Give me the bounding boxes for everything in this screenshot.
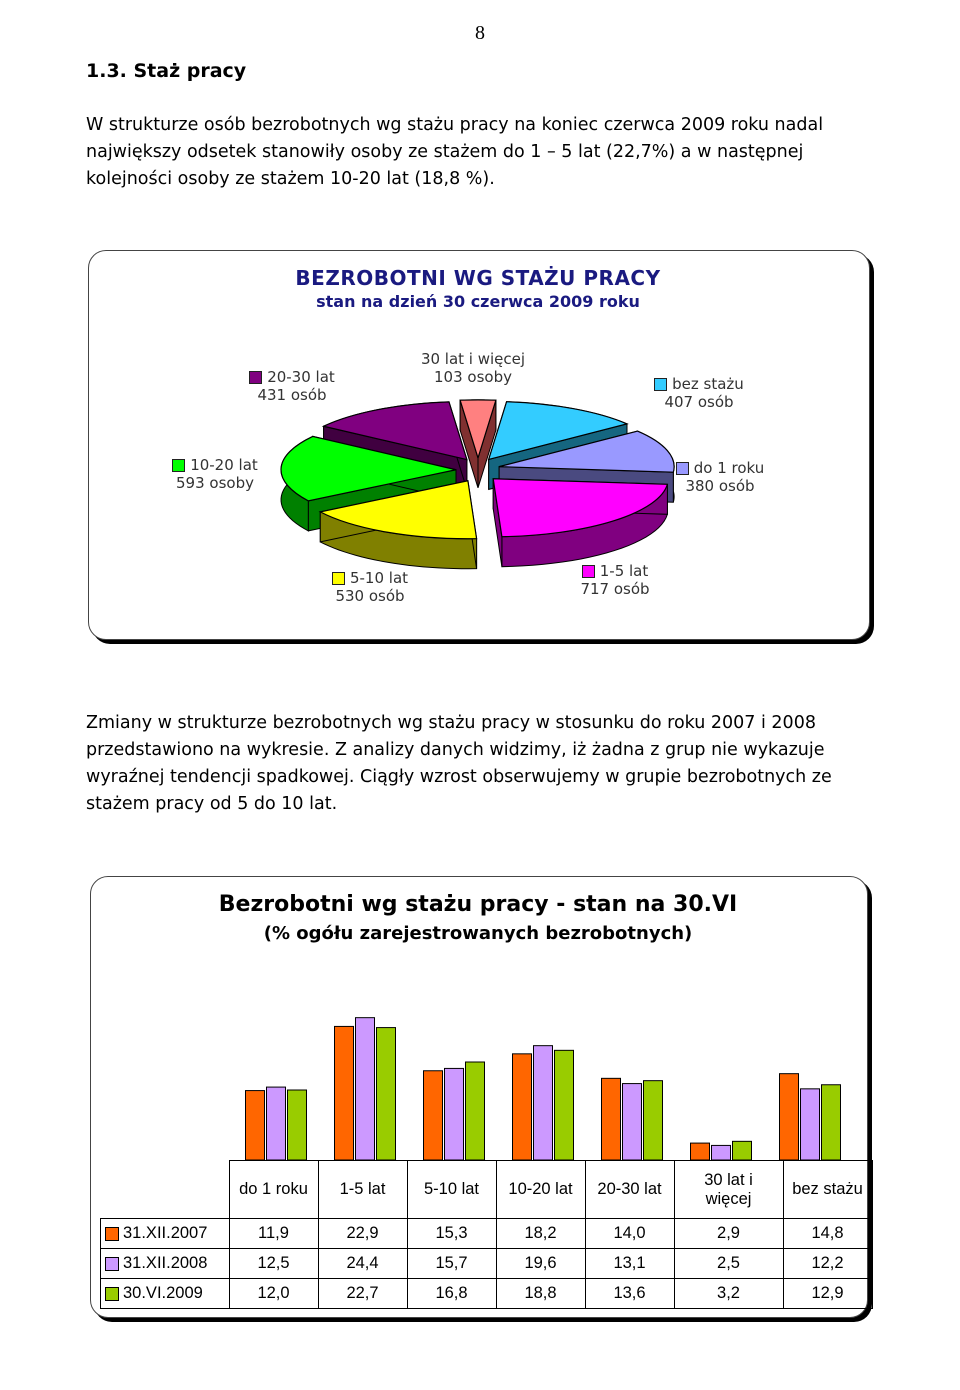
table-cell: 19,6 xyxy=(496,1249,585,1279)
legend-swatch xyxy=(105,1287,119,1301)
table-cell: 2,9 xyxy=(674,1219,783,1249)
bar-3 xyxy=(822,1085,841,1160)
bar-chart-subtitle: (% ogółu zarejestrowanych bezrobotnych) xyxy=(263,923,693,944)
table-header-cell: 5-10 lat xyxy=(407,1161,496,1219)
pie-label-30plus: 30 lat i więcej 103 osoby xyxy=(420,350,526,386)
table-cell: 22,9 xyxy=(318,1219,407,1249)
table-cell: 11,9 xyxy=(229,1219,318,1249)
table-header-cell: 10-20 lat xyxy=(496,1161,585,1219)
table-cell: 18,2 xyxy=(496,1219,585,1249)
table-cell: 15,3 xyxy=(407,1219,496,1249)
bar-3 xyxy=(288,1090,307,1160)
bar-1 xyxy=(602,1078,621,1160)
bar-2 xyxy=(534,1046,553,1160)
table-cell: 18,8 xyxy=(496,1279,585,1309)
table-header-row xyxy=(101,1161,873,1219)
bar-3 xyxy=(555,1050,574,1160)
pie-chart-title: BEZROBOTNI WG STAŻU PRACY xyxy=(295,266,661,290)
pie-label-5-10: 5-10 lat 530 osób xyxy=(305,569,435,605)
bar-chart-data-table xyxy=(100,1160,873,1309)
bar-1 xyxy=(335,1026,354,1160)
table-row xyxy=(101,1249,873,1279)
bar-1 xyxy=(691,1143,710,1160)
table-cell: 22,7 xyxy=(318,1279,407,1309)
table-cell: 14,8 xyxy=(783,1219,872,1249)
table-header-cell: 20-30 lat xyxy=(585,1161,674,1219)
pie-chart-subtitle: stan na dzień 30 czerwca 2009 roku xyxy=(316,292,640,311)
legend-entry: 31.XII.2007 xyxy=(101,1219,230,1249)
table-cell: 24,4 xyxy=(318,1249,407,1279)
table-header-cell: bez stażu xyxy=(783,1161,872,1219)
table-row xyxy=(101,1219,873,1249)
bar-3 xyxy=(733,1141,752,1160)
table-cell: 15,7 xyxy=(407,1249,496,1279)
table-cell: 3,2 xyxy=(674,1279,783,1309)
paragraph-intro: W strukturze osób bezrobotnych wg stażu pracy na koniec czerwca 2009 roku nadal największy odsetek stanowiły osoby ze stażem do 1 – 5 lat (22,7%) a w następnej kolejności osoby ze stażem 10-20 lat (18,8 %). xyxy=(86,115,824,189)
table-cell: 2,5 xyxy=(674,1249,783,1279)
section-heading: 1.3. Staż pracy xyxy=(86,60,247,82)
table-header-cell: 1-5 lat xyxy=(318,1161,407,1219)
legend-swatch xyxy=(105,1227,119,1241)
table-row xyxy=(101,1279,873,1309)
bar-2 xyxy=(801,1089,820,1160)
legend-swatch xyxy=(105,1257,119,1271)
table-header-cell: do 1 roku xyxy=(229,1161,318,1219)
table-cell: 12,9 xyxy=(783,1279,872,1309)
table-cell: 13,6 xyxy=(585,1279,674,1309)
table-corner xyxy=(101,1161,230,1219)
pie-label-20-30: 20-30 lat 431 osób xyxy=(232,368,352,404)
legend-entry: 30.VI.2009 xyxy=(101,1279,230,1309)
bar-2 xyxy=(356,1018,375,1160)
pie-label-bez-stazu: bez stażu 407 osób xyxy=(634,375,764,411)
pie-label-1-5: 1-5 lat 717 osób xyxy=(580,562,650,598)
bar-1 xyxy=(513,1054,532,1160)
table-cell: 12,0 xyxy=(229,1279,318,1309)
table-cell: 16,8 xyxy=(407,1279,496,1309)
table-cell: 13,1 xyxy=(585,1249,674,1279)
table-cell: 14,0 xyxy=(585,1219,674,1249)
table-cell: 12,5 xyxy=(229,1249,318,1279)
page-number: 8 xyxy=(475,22,485,44)
bar-1 xyxy=(424,1071,443,1160)
legend-entry: 31.XII.2008 xyxy=(101,1249,230,1279)
bar-chart-title: Bezrobotni wg stażu pracy - stan na 30.VI xyxy=(218,892,738,917)
bar-2 xyxy=(712,1145,731,1160)
bar-3 xyxy=(466,1062,485,1160)
pie-label-10-20: 10-20 lat 593 osoby xyxy=(150,456,280,492)
bar-1 xyxy=(780,1074,799,1160)
bar-3 xyxy=(377,1028,396,1160)
bar-2 xyxy=(445,1068,464,1160)
pie-label-do-1-roku: do 1 roku 380 osób xyxy=(655,459,785,495)
bar-3 xyxy=(644,1081,663,1160)
paragraph-analysis: Zmiany w strukturze bezrobotnych wg stażu pracy w stosunku do roku 2007 i 2008 przedstawiono na wykresie. Z analizy danych widzimy, iż żadna z grup nie wykazuje wyraźnej tendencji spadkowej. Ciągły wzrost obserwujemy w grupie bezrobotnych ze stażem pracy od 5 do 10 lat. xyxy=(86,713,832,814)
table-cell: 12,2 xyxy=(783,1249,872,1279)
bar-2 xyxy=(623,1084,642,1160)
bar-1 xyxy=(246,1091,265,1160)
table-header-cell: 30 lat i więcej xyxy=(674,1161,783,1219)
bar-2 xyxy=(267,1087,286,1160)
